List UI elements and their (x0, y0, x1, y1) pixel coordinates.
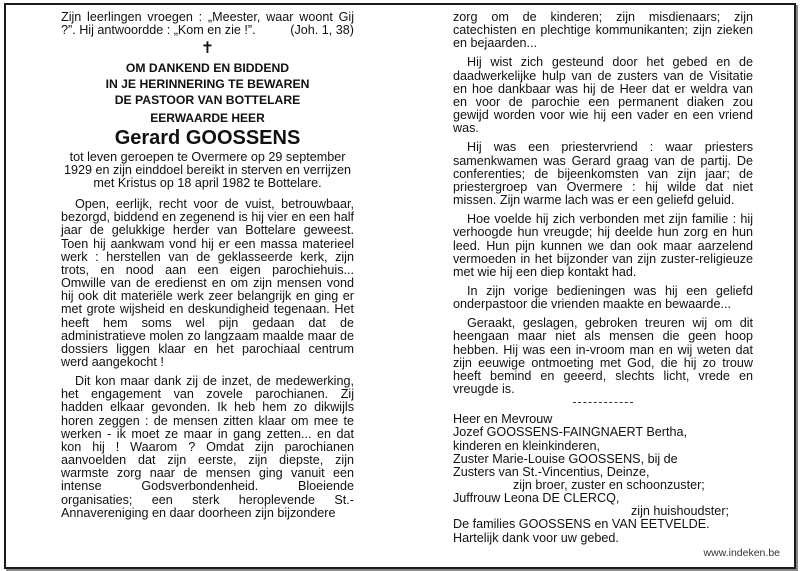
heading-line-2: IN JE HERINNERING TE BEWAREN (105, 77, 310, 92)
left-column (61, 11, 354, 526)
family-list (453, 413, 753, 545)
family-line: zijn huishoudster; (631, 504, 730, 519)
family-line: Zuster Marie-Louise GOOSSENS, bij de (453, 451, 678, 466)
bible-quote: Zijn leerlingen vroegen : „Meester, waar woont Gij ?”. Hij antwoordde : „Kom en zie !”. (61, 10, 354, 38)
watermark-url: www.indeken.be (703, 547, 780, 559)
heading-line-3: DE PASTOOR VAN BOTTELARE (114, 93, 301, 108)
family-line: Heer en Mevrouw (453, 412, 553, 427)
cross-icon: ✝ (200, 40, 215, 58)
heading-line-1: OM DANKEND EN BIDDEND (125, 61, 290, 76)
paragraph: Hij wist zich gesteund door het gebed en de daadwerkelijke hulp van de zusters van de Visitatie en hoe dankbaar was hij de Heer dat er weldra van en voor de parochie een permanent diaken zou gewijd worden voor wie hij een vader en een vriend was. (453, 55, 753, 136)
memorial-card (4, 3, 796, 569)
deceased-name: Gerard GOOSSENS (114, 126, 301, 149)
family-line: Juffrouw Leona DE CLERCQ, (453, 491, 620, 506)
paragraph: In zijn vorige bedieningen was hij een geliefd onderpastoor die vrienden maakte en bewaarde... (453, 283, 753, 312)
paragraph: Dit kon maar dank zij de inzet, de medewerking, het engagement van zovele parochianen. Zij hadden elkaar gevonden. Ik heb hem zo dikwijls horen zeggen : de mensen zitten klaar om mee te werken - ik moet ze maar in gang zetten... en dat kon hij ! Waarom ? Omdat zijn parochianen aanvoelden dat zijn eerste, zijn diepste, zijn warmste zorg naar de mensen ging vanuit een intense Godsverbondenheid. Bloeiende organisaties; een sterk heroplevende St.-Annavereniging en daar doorheen zijn bijzondere (61, 374, 354, 520)
right-column (453, 11, 753, 545)
family-line: De families GOOSSENS en VAN EETVELDE. (453, 517, 710, 532)
honorific-title: EERWAARDE HEER (150, 111, 265, 126)
paragraph: Geraakt, geslagen, gebroken treuren wij om dit heengaan maar niet als mensen die geen hoop hebben. Hij was een in-vroom man en wij weten dat zijn eeuwige ontmoeting met God, die hij zo trouw heeft bemind en geeerd, slechts licht, vrede en vreugde is. (453, 316, 753, 397)
paragraph: Hij was een priestervriend : waar priesters samenkwamen was Gerard graag van de partij. De conferenties; de bijeenkomsten van zijn jaar; de priestergroep van Overmere : hij wilde dat niet missen. Zijn warme lach was er een geliefd geluid. (453, 140, 753, 208)
life-dates: tot leven geroepen te Overmere op 29 september 1929 en zijn einddoel bereikt in sterven en verrijzen met Kristus op 18 april 1982 te Bottelare. (63, 149, 352, 190)
family-line: Jozef GOOSSENS-FAINGNAERT Bertha, (453, 425, 687, 440)
paragraph: Open, eerlijk, recht voor de vuist, betrouwbaar, bezorgd, biddend en zegenend is hij vier en een half jaar de gelukkige herder van Bottelare geweest. Toen hij aankwam vond hij er een massa materieel werk : herstellen van de geklasseerde kerk, zijn trots, en nood aan een eigen parochiehuis... Omwille van de eredienst en om zijn mensen vond hij ook dit materiële werk zeer belangrijk en ging er met grote wijsheid en deskundigheid tegenaan. Het heeft hem soms wel pijn gedaan dat de administratieve molen zo langzaam maalde maar de dossiers liggen klaar en het parochiaal centrum werd aangekocht ! (61, 197, 354, 369)
family-line: zijn broer, zuster en schoonzuster; (513, 478, 705, 492)
paragraph: zorg om de kinderen; zijn misdienaars; zijn catechisten en plechtige kommunikanten; zijn zieken en bejaarden... (453, 10, 753, 51)
divider (573, 402, 633, 403)
quote-source: (Joh. 1, 38) (290, 23, 354, 38)
paragraph: Hoe voelde hij zich verbonden met zijn familie : hij verhoogde hun vreugde; hij deelde hun zorg en hun leed. Hun pijn kunnen we dan ook maar aarzelend vermoeden in het bijzonder van zijn zuster-religieuze met wie hij een diep kontakt had. (453, 212, 753, 279)
family-line: Zusters van St.-Vincentius, Deinze, (453, 464, 650, 479)
thanks-line: Hartelijk dank voor uw gebed. (453, 530, 619, 545)
family-line: kinderen en kleinkinderen, (453, 438, 601, 453)
